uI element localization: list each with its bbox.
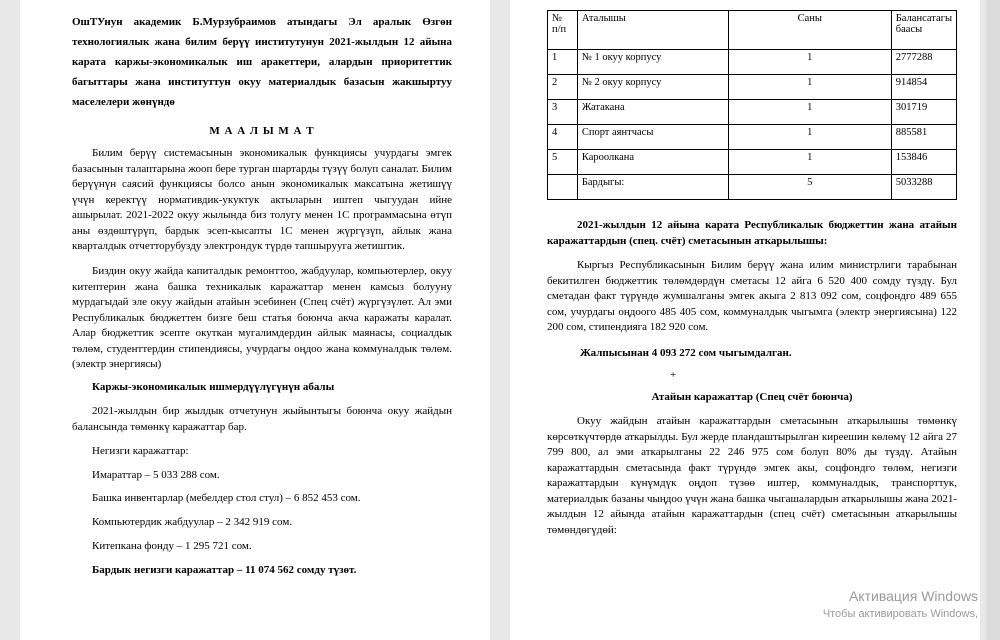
table-row — [548, 125, 957, 150]
special-funds-heading: Атайын каражаттар (Спец счёт боюнча) — [651, 391, 853, 403]
asset-item-library: Китепкана фонду – 1 295 721 сом. — [92, 540, 252, 552]
special-funds-paragraph: Окуу жайдын атайын каражаттардын сметасынын аткарылышы төмөнкү көрсөткүчтөрдө аткарылды. Бул жерде пландаштырылган киреешин көлөмү 12 айга 27 799 800, ал эми аткарылганы 22 246 975 сом болуп 80% ды түздү. Атайын каражаттардын сметасында факт түрүндө эмгек акы, соцфондго төлөм, негизги каражаттардын күнүмдүк оңдоп түзөө иштер, коммуналдык, транспорттук, материалдык базаны чыңдоо үчүн жана башка чыгашалардын аткарылышы жана 2021-жылдын 12 айында атайын каражаттардын (спец счёт) сметасынын аткарылышы төмөндөгүдөй: — [547, 415, 957, 536]
table-header-cell: Аталышы — [577, 11, 728, 50]
section-subheading: Каржы-экономикалык ишмердүүлүгүнүн абалы — [92, 381, 335, 393]
table-total-row — [548, 175, 957, 200]
asset-item-buildings: Имараттар – 5 033 288 сом. — [92, 469, 220, 481]
budget-heading: 2021-жылдын 12 айына карата Республикалык бюджеттин жана атайын каражаттардын (спец. счёт) сметасынын аткарылышы: — [547, 219, 957, 247]
budget-paragraph: Кыргыз Республикасынын Билим берүү жана илим министрлиги тарабынан бекитилген бюджеттик төлөмдөрдүн сметасы 12 айга 6 520 400 сомду түздү. Бул сметадан факт түрүндө жумшалганы эмгек акыга 2 813 092 сом, соцфондго 489 655 сом, учурдагы оңдоого 485 405 сом, коммуналдык чыгымга (электр энергиясына) 122 200 сом, стипендияга 182 920 сом. — [547, 259, 957, 333]
table-header-row — [548, 11, 957, 50]
table-cell: 885581 — [891, 125, 956, 150]
table-cell: № 2 окуу корпусу — [577, 75, 728, 100]
table-cell: Кароолкана — [577, 150, 728, 175]
vertical-scrollbar[interactable] — [986, 0, 1000, 640]
table-cell: Спорт аянтчасы — [577, 125, 728, 150]
table-cell: 5033288 — [891, 175, 956, 200]
table-cell: 5 — [728, 175, 891, 200]
paragraph-1: Билим берүү системасынын экономикалык функциясы учурдагы эмгек базасынын талаптарына жооп бере турган шартарды түзүү болуп саналат. Билим берүүнүн саясий функциясы болсо анын экономикалык максатына жетишүү үчүн керектүү нормативдик-укуктук актыларын иштеп чыгуудан ийне ашырылат. 2021-2022 окуу жылында биз толугу менен 1С программасына өтүп аны өздөштүрүп, бардык эсеп-кысапты 1С менен жүргүзүп, айлык жана кварталдык отчетторубузду электрондук түрдө тапшырууга жетиштик. — [72, 147, 452, 252]
table-header-cell: Саны — [728, 11, 891, 50]
table-cell: 1 — [548, 50, 578, 75]
table-cell: 914854 — [891, 75, 956, 100]
table-row — [548, 150, 957, 175]
paragraph-3: 2021-жылдын бир жылдык отчетунун жыйынтыгы боюнча окуу жайдын балансында төмөнкү каражаттар бар. — [72, 405, 452, 433]
assets-total: Бардык негизги каражаттар – 11 074 562 сомду түзөт. — [92, 564, 357, 576]
document-page-left — [20, 0, 490, 640]
table-cell — [548, 175, 578, 200]
table-cell: 1 — [728, 75, 891, 100]
table-row — [548, 100, 957, 125]
document-heading: ОшТУнун академик Б.Мурзубраимов атындагы Эл аралык Өзгөн технологиялык жана билим берүү институтунун 2021-жылдын 12 айына карата каржы-экономикалык иш аракеттери, алардын приоритеттик багыттары жана институттун окуу материалдык базасын жакшыртуу маселелери жөнүндө — [72, 16, 452, 108]
table-cell: 1 — [728, 125, 891, 150]
table-cell: 2777288 — [891, 50, 956, 75]
table-header-cell: № п/п — [548, 11, 578, 50]
table-cell: 3 — [548, 100, 578, 125]
plus-sign: + — [670, 369, 677, 381]
table-cell: 301719 — [891, 100, 956, 125]
table-cell: 5 — [548, 150, 578, 175]
table-cell: 153846 — [891, 150, 956, 175]
table-cell: Жатакана — [577, 100, 728, 125]
asset-item-inventory: Башка инвентарлар (мебелдер стол стул) – 6 852 453 сом. — [92, 492, 361, 504]
table-cell: № 1 окуу корпусу — [577, 50, 728, 75]
document-page-right — [510, 0, 980, 640]
spent-total: Жалпысынан 4 093 272 сом чыгымдалган. — [580, 347, 792, 359]
table-cell: 1 — [728, 50, 891, 75]
table-cell: 1 — [728, 100, 891, 125]
document-title: М А А Л Ы М А Т — [209, 125, 315, 137]
windows-activation-subtitle: Чтобы активировать Windows, — [822, 608, 978, 620]
table-cell: 4 — [548, 125, 578, 150]
table-row — [548, 75, 957, 100]
table-cell: 2 — [548, 75, 578, 100]
table-cell: Бардыгы: — [577, 175, 728, 200]
paragraph-2: Биздин окуу жайда капиталдык ремонттоо, жабдуулар, компьютерлер, окуу китептерин жана башка техникалык каражаттар менен камсыз болууну мурдагыдай эле окуу жайдын атайын эсебинен (Спец счёт) жүргүзүлөт. Ал эми Республикалык бюджеттен бизге беш статья боюнча акча каражаты каралат. Алар бюджеттик эсепте окуткан мугалимдердин айлык маянасы, социалдык төлөм, студенттердин стипендиясы, учурдагы оңдоо жана коммуналдык төлөм. (электр энергиясы) — [72, 265, 452, 370]
table-header-cell: Балансатагы баасы — [891, 11, 956, 50]
assets-table — [547, 10, 957, 200]
windows-activation-title: Активация Windows — [848, 588, 978, 604]
table-row — [548, 50, 957, 75]
assets-intro: Негизги каражаттар: — [92, 445, 189, 457]
table-cell: 1 — [728, 150, 891, 175]
asset-item-computers: Компьютердик жабдуулар – 2 342 919 сом. — [92, 516, 293, 528]
